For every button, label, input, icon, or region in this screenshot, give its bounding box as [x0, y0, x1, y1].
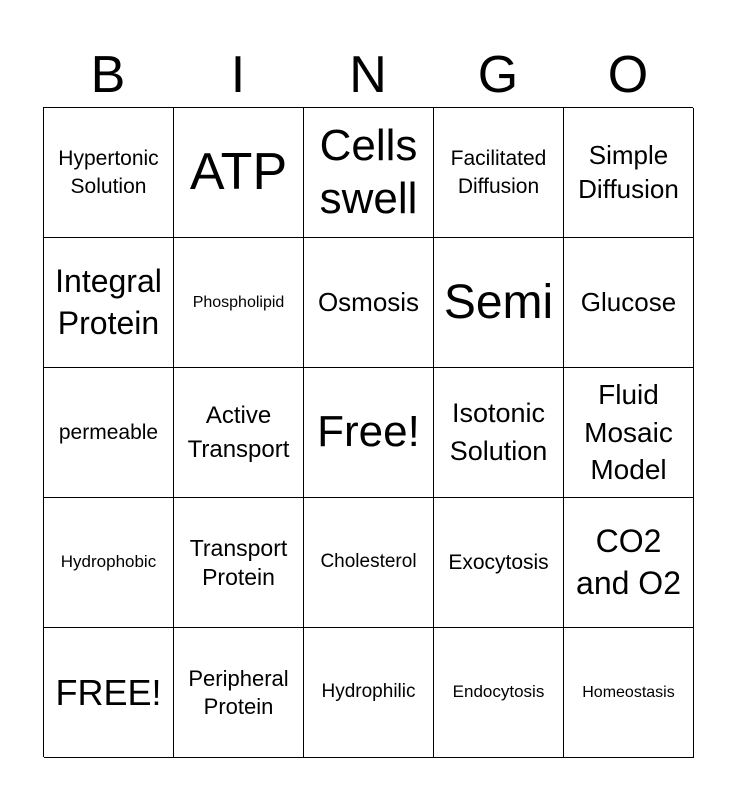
bingo-cell-r1-c4[interactable] [564, 238, 694, 368]
bingo-cell-r3-c0[interactable] [44, 498, 174, 628]
cell-label: Hypertonic Solution [58, 147, 159, 198]
bingo-cell-r3-c4[interactable] [564, 498, 694, 628]
header-letter-n: N [349, 46, 387, 104]
cell-label: Simple Diffusion [578, 139, 679, 204]
cell-label: Facilitated Diffusion [450, 147, 547, 198]
cell-label: Homeostasis [582, 683, 675, 701]
bingo-cell-r0-c2[interactable] [304, 108, 434, 238]
bingo-cell-r3-c3[interactable] [434, 498, 564, 628]
cell-label: Integral Protein [55, 262, 162, 341]
cell-label: Isotonic Solution [449, 397, 548, 466]
cell-label: Hydrophobic [60, 552, 157, 572]
bingo-cell-r4-c2[interactable] [304, 628, 434, 758]
bingo-cell-r4-c0[interactable] [44, 628, 174, 758]
cell-label: Exocytosis [448, 550, 549, 574]
bingo-cell-r2-c3[interactable] [434, 368, 564, 498]
bingo-cell-r4-c1[interactable] [174, 628, 304, 758]
cell-label: Peripheral Protein [188, 666, 289, 719]
bingo-cell-r2-c4[interactable] [564, 368, 694, 498]
cell-label: ATP [189, 143, 288, 202]
bingo-board [43, 107, 693, 757]
cell-label: Cells swell [319, 120, 418, 223]
cell-label: permeable [58, 420, 159, 444]
cell-label: Active Transport [187, 401, 290, 463]
bingo-cell-r0-c4[interactable] [564, 108, 694, 238]
cell-label: Osmosis [317, 286, 420, 317]
bingo-cell-r0-c1[interactable] [174, 108, 304, 238]
cell-label: Phospholipid [192, 293, 285, 311]
cell-label: CO2 and O2 [576, 522, 681, 601]
cell-label: FREE! [55, 671, 162, 713]
header-letter-o: O [607, 46, 649, 104]
header-letter-g: G [477, 46, 519, 104]
cell-label: Endocytosis [452, 682, 545, 702]
cell-label: Transport Protein [189, 534, 288, 590]
bingo-cell-r1-c2[interactable] [304, 238, 434, 368]
bingo-cell-r3-c2[interactable] [304, 498, 434, 628]
cell-label: Semi [443, 275, 554, 329]
bingo-cell-r4-c3[interactable] [434, 628, 564, 758]
bingo-cell-r2-c0[interactable] [44, 368, 174, 498]
bingo-cell-r2-c1[interactable] [174, 368, 304, 498]
header-letter-b: B [90, 46, 126, 104]
cell-label: Free! [317, 407, 420, 457]
bingo-cell-r0-c0[interactable] [44, 108, 174, 238]
cell-label: Cholesterol [320, 551, 417, 573]
bingo-cell-r4-c4[interactable] [564, 628, 694, 758]
cell-label: Glucose [580, 286, 677, 317]
bingo-cell-r2-c2[interactable] [304, 368, 434, 498]
bingo-cell-r1-c1[interactable] [174, 238, 304, 368]
bingo-cell-r3-c1[interactable] [174, 498, 304, 628]
bingo-cell-r0-c3[interactable] [434, 108, 564, 238]
bingo-cell-r1-c3[interactable] [434, 238, 564, 368]
bingo-cell-r1-c0[interactable] [44, 238, 174, 368]
cell-label: Fluid Mosaic Model [584, 378, 673, 486]
bingo-header [43, 44, 693, 106]
cell-label: Hydrophilic [321, 681, 416, 703]
header-letter-i: I [230, 46, 246, 104]
